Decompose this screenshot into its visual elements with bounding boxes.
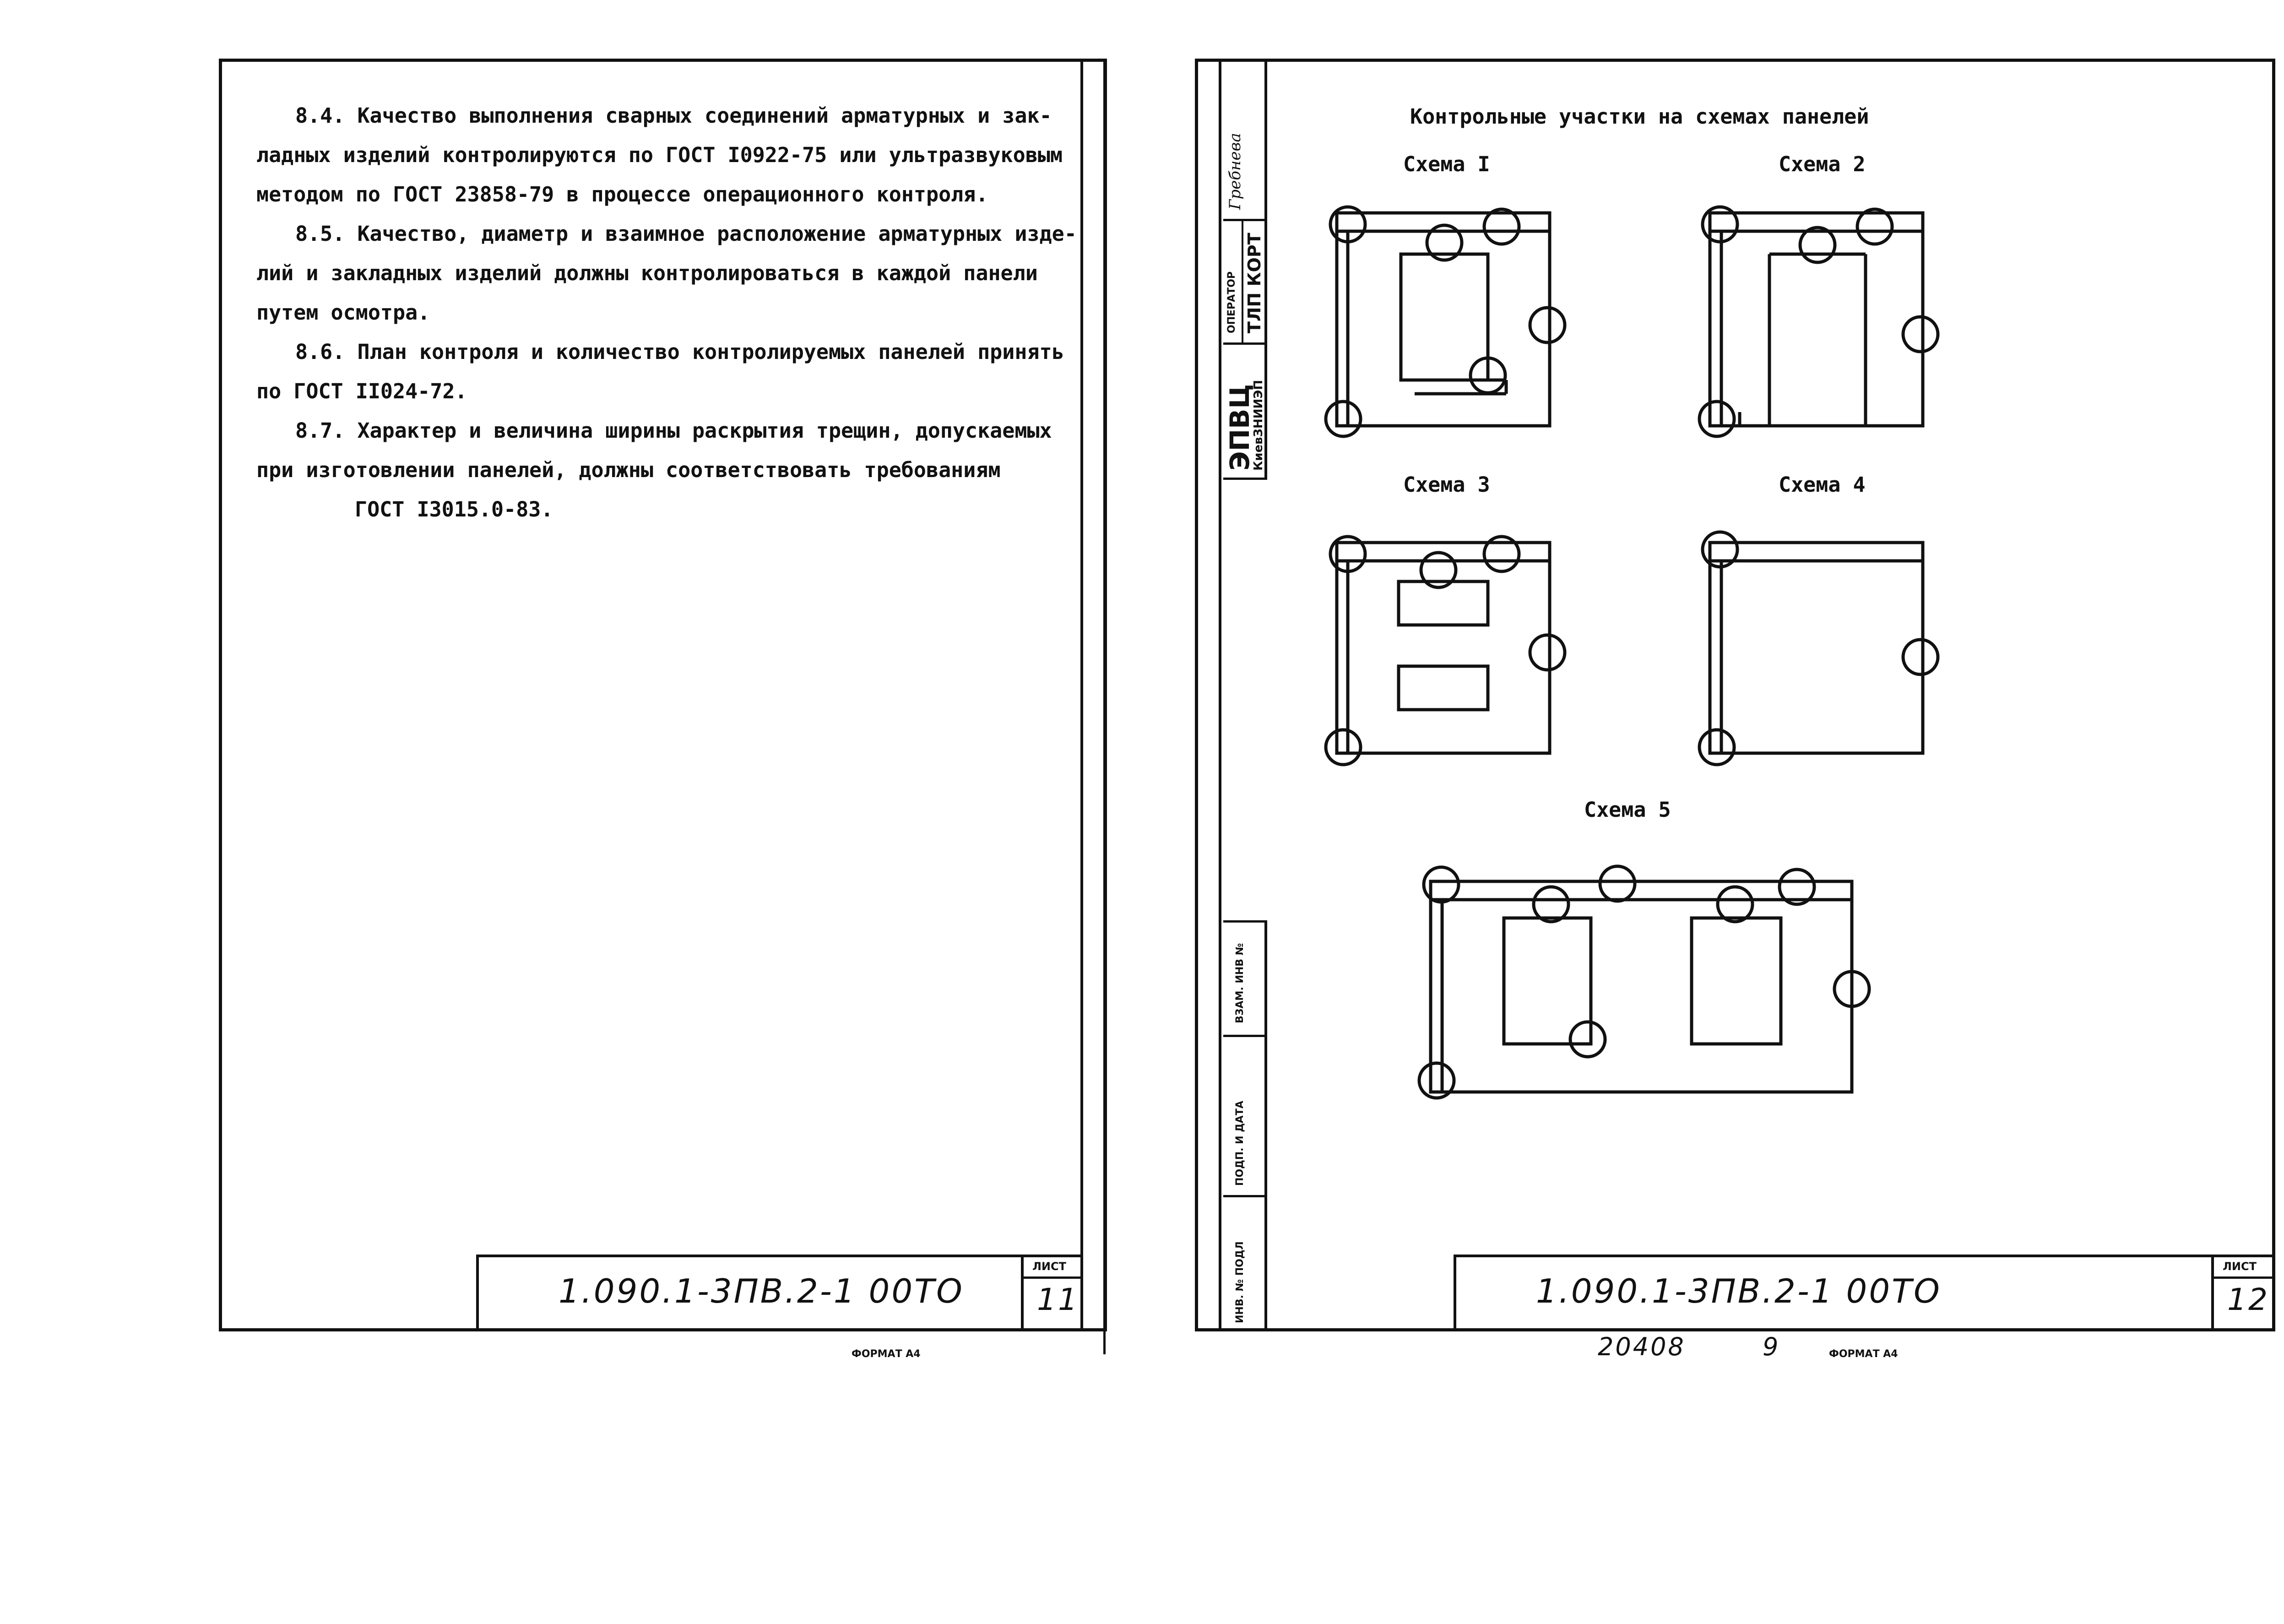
signature-name: Гребнева <box>1226 133 1244 210</box>
scheme-label-1: Схема I <box>1403 152 1490 176</box>
sheet-number: 11 <box>1037 1282 1079 1317</box>
control-point <box>1424 867 1459 902</box>
scheme-1-panel <box>1326 207 1565 436</box>
figure-title: Контрольные участки на схемах панелей <box>1410 104 1869 129</box>
paragraph-line: 8.7. Характер и величина ширины раскрытия трещин, допускаемых <box>295 418 1052 443</box>
control-point <box>1699 730 1734 765</box>
scheme-label-2: Схема 2 <box>1779 152 1866 176</box>
scheme-2-panel <box>1699 207 1938 436</box>
format-label: ФОРМАТ А4 <box>1829 1348 1898 1360</box>
paragraph-line: ГОСТ I3015.0-83. <box>355 497 553 521</box>
paragraph-line: 8.6. План контроля и количество контролируемых панелей принять <box>295 340 1064 364</box>
sheet-label: ЛИСТ <box>2223 1260 2257 1273</box>
control-point <box>1530 635 1565 670</box>
control-point <box>1903 640 1938 674</box>
left-page <box>0 0 1122 1624</box>
control-point <box>1600 866 1635 901</box>
operator-label: ОПЕРАТОР <box>1226 271 1237 333</box>
left-title-block <box>476 1255 1083 1331</box>
right-page <box>1122 0 2284 1624</box>
scheme-label-5: Схема 5 <box>1584 798 1671 822</box>
paragraph-line: по ГОСТ II024-72. <box>256 379 467 403</box>
side-column-label: ПОДП. И ДАТА <box>1234 1101 1246 1186</box>
organization: ЭПВЦ <box>1224 384 1255 471</box>
footer-number: 20408 <box>1598 1332 1686 1361</box>
paragraph-line: лий и закладных изделий должны контролироваться в каждой панели <box>256 261 1038 285</box>
paragraph-line: ладных изделий контролируются по ГОСТ I0922-75 или ультразвуковым <box>256 143 1063 167</box>
side-column-label: ВЗАМ. ИНВ № <box>1234 943 1246 1023</box>
paragraph-line: при изготовлении панелей, должны соответствовать требованиям <box>256 458 1001 482</box>
side-column-label: ИНВ. № ПОДЛ <box>1234 1241 1246 1323</box>
control-point <box>1903 317 1938 352</box>
paragraph-line: 8.4. Качество выполнения сварных соединений арматурных и зак- <box>295 103 1052 128</box>
control-point <box>1570 1022 1605 1057</box>
panel-schemes-drawing <box>1122 0 2284 1374</box>
footer-page-number: 9 <box>1763 1332 1780 1361</box>
document-code: 1.090.1-3ПВ.2-1 00ТО <box>1536 1272 1942 1310</box>
scheme-5-panel <box>1419 866 1869 1098</box>
organization-sub: КиевЗНИИЭП <box>1252 380 1265 471</box>
right-title-block <box>1454 1255 2275 1331</box>
control-point <box>1530 308 1565 342</box>
paragraph-line: 8.5. Качество, диаметр и взаимное расположение арматурных изде- <box>295 222 1077 246</box>
scheme-label-4: Схема 4 <box>1779 473 1866 497</box>
paragraph-line: методом по ГОСТ 23858-79 в процессе операционного контроля. <box>256 182 988 206</box>
left-page-text <box>256 96 1080 600</box>
scheme-label-3: Схема 3 <box>1403 473 1490 497</box>
control-point <box>1699 402 1734 436</box>
sheet-label: ЛИСТ <box>1032 1260 1067 1273</box>
control-point <box>1326 730 1361 765</box>
paragraph-line: путем осмотра. <box>256 300 430 325</box>
scheme-3-panel <box>1326 537 1565 765</box>
control-point <box>1326 402 1361 436</box>
scheme-4-panel <box>1699 532 1938 765</box>
department: ТЛП КОРТ <box>1244 233 1264 333</box>
format-label: ФОРМАТ А4 <box>852 1348 921 1360</box>
sheet-number: 12 <box>2227 1282 2269 1317</box>
document-code: 1.090.1-3ПВ.2-1 00ТО <box>559 1272 964 1310</box>
